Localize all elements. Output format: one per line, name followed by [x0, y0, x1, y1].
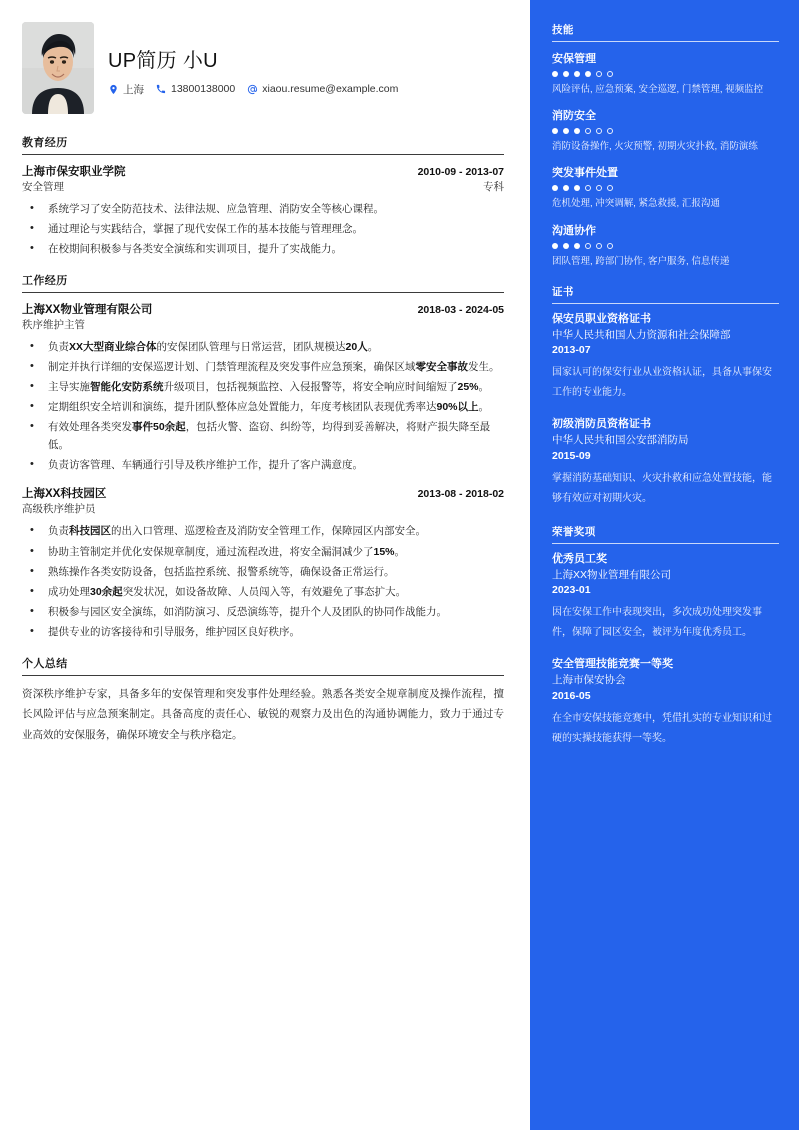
bullet-item: • 积极参与园区安全演练，如消防演习、反恐演练等，提升个人及团队的协同作战能力。: [22, 603, 504, 621]
skill-level-dots: [552, 71, 779, 77]
bullet-item: • 有效处理各类突发事件50余起，包括火警、盗窃、纠纷等，均得到妥善解决，将财产损失降至最低。: [22, 418, 504, 454]
credential-issuer: 上海市保安协会: [552, 674, 626, 686]
work-date: 2018-03 - 2024-05: [417, 304, 504, 317]
bullet-item: • 负责XX大型商业综合体的安保团队管理与日常运营，团队规模达20人。: [22, 338, 504, 356]
contact-location-value: 上海: [123, 83, 144, 96]
section-education: [22, 134, 504, 258]
credential-description: 在全市安保技能竞赛中，凭借扎实的专业知识和过硬的实操技能获得一等奖。: [552, 712, 772, 744]
dot-empty: [585, 185, 591, 191]
location-pin-icon: [108, 84, 119, 95]
certificate-list: [552, 312, 779, 509]
work-bullet-list: [22, 522, 504, 640]
dot-filled: [563, 71, 569, 77]
skill-item: [552, 50, 779, 97]
credential-date: 2023-01: [552, 584, 591, 597]
dot-filled: [563, 185, 569, 191]
skill-item: [552, 164, 779, 211]
page-title: UP简历 小U: [108, 49, 218, 72]
education-major: 安全管理: [22, 181, 64, 193]
credential-name: 保安员职业资格证书: [552, 312, 651, 325]
section-summary: [22, 655, 504, 745]
contact-email: [247, 83, 398, 95]
dot-empty: [607, 243, 613, 249]
credential-item: [552, 312, 779, 403]
credential-item: [552, 417, 779, 508]
sidebar-section-skills: [552, 22, 779, 269]
contact-phone: [156, 83, 235, 95]
dot-empty: [607, 185, 613, 191]
bullet-item: • 通过理论与实践结合，掌握了现代安保工作的基本技能与管理理念。: [22, 220, 504, 238]
sidebar-section-certificates: [552, 284, 779, 509]
contact-list: [108, 82, 404, 97]
skill-item: [552, 107, 779, 154]
work-entry: [22, 485, 504, 640]
education-school: 上海市保安职业学院: [22, 166, 126, 178]
education-entry: [22, 163, 504, 258]
section-title-education: 教育经历: [22, 134, 504, 155]
skill-keywords: 风险评估, 应急预案, 安全巡逻, 门禁管理, 视频监控: [552, 84, 764, 95]
bullet-item: • 系统学习了安全防范技术、法律法规、应急管理、消防安全等核心课程。: [22, 200, 504, 218]
skill-name: 消防安全: [552, 110, 596, 123]
summary-text: 资深秩序维护专家，具备多年的安保管理和突发事件处理经验。熟悉各类安全规章制度及操作流程，擅长风险评估与应急预案制定。具备高度的责任心、敏锐的观察力及出色的沟通协调能力，致力于通过专业高效的安保服务，确保环境安全与秩序稳定。: [22, 687, 504, 741]
work-position: 高级秩序维护员: [22, 503, 96, 516]
bullet-item: • 协助主管制定并优化安保规章制度，通过流程改进，将安全漏洞减少了15%。: [22, 543, 504, 561]
sidebar-title-skills: 技能: [552, 22, 779, 42]
dot-filled: [585, 71, 591, 77]
education-bullet-list: [22, 200, 504, 258]
work-bullet-list: [22, 338, 504, 474]
sidebar-title-honors: 荣誉奖项: [552, 524, 779, 544]
sidebar-section-honors: [552, 524, 779, 749]
credential-date: 2015-09: [552, 449, 591, 462]
bullet-item: • 制定并执行详细的安保巡逻计划、门禁管理流程及突发事件应急预案，确保区域零安全事故发生。: [22, 358, 504, 376]
section-work: [22, 272, 504, 641]
dot-empty: [585, 243, 591, 249]
bullet-item: • 在校期间积极参与各类安全演练和实训项目，提升了实战能力。: [22, 240, 504, 258]
bullet-item: • 负责科技园区的出入口管理、巡逻检查及消防安全管理工作，保障园区内部安全。: [22, 522, 504, 540]
credential-name: 优秀员工奖: [552, 552, 607, 565]
credential-item: [552, 657, 779, 748]
dot-filled: [563, 128, 569, 134]
skill-level-dots: [552, 243, 779, 249]
dot-empty: [596, 185, 602, 191]
work-company: 上海XX科技园区: [22, 488, 107, 501]
skill-keywords: 团队管理, 跨部门协作, 客户服务, 信息传递: [552, 255, 730, 267]
contact-phone-value: 13800138000: [171, 83, 236, 95]
skill-name: 突发事件处置: [552, 167, 618, 180]
dot-filled: [574, 71, 580, 77]
education-date: 2010-09 - 2013-07: [417, 166, 504, 178]
dot-filled: [552, 71, 558, 77]
dot-empty: [596, 128, 602, 134]
work-company: 上海XX物业管理有限公司: [22, 304, 153, 317]
resume-header: [22, 22, 504, 114]
credential-issuer: 上海XX物业管理有限公司: [552, 568, 672, 581]
phone-icon: [156, 84, 167, 95]
contact-email-value: xiaou.resume@example.com: [262, 83, 399, 95]
dot-empty: [585, 128, 591, 134]
dot-filled: [563, 243, 569, 249]
section-title-work: 工作经历: [22, 272, 504, 293]
skill-name: 沟通协作: [552, 224, 596, 237]
education-degree: 专科: [483, 181, 504, 193]
credential-issuer: 中华人民共和国人力资源和社会保障部: [552, 328, 731, 341]
credential-date: 2013-07: [552, 344, 591, 357]
credential-description: 掌握消防基础知识、火灾扑救和应急处置技能，能够有效应对初期火灾。: [552, 472, 772, 504]
skill-level-dots: [552, 185, 779, 191]
sidebar-title-certificates: 证书: [552, 284, 779, 304]
credential-item: [552, 552, 779, 643]
dot-filled: [552, 185, 558, 191]
bullet-item: • 负责访客管理、车辆通行引导及秩序维护工作，提升了客户满意度。: [22, 456, 504, 474]
dot-filled: [574, 128, 580, 134]
dot-filled: [552, 243, 558, 249]
identity-block: [108, 40, 404, 97]
skill-list: [552, 50, 779, 269]
credential-issuer: 中华人民共和国公安部消防局: [552, 434, 689, 447]
credential-name: 初级消防员资格证书: [552, 418, 651, 431]
dot-filled: [574, 185, 580, 191]
work-position: 秩序维护主管: [22, 319, 85, 332]
credential-name: 安全管理技能竞赛一等奖: [552, 658, 673, 671]
honor-list: [552, 552, 779, 749]
skill-level-dots: [552, 128, 779, 134]
work-entry: [22, 301, 504, 474]
credential-description: 国家认可的保安行业从业资格认证，具备从事保安工作的专业能力。: [552, 367, 772, 399]
section-title-summary: 个人总结: [22, 655, 504, 676]
bullet-item: • 定期组织安全培训和演练，提升团队整体应急处置能力，年度考核团队表现优秀率达90%以上。: [22, 398, 504, 416]
email-at-icon: [247, 84, 258, 95]
portrait-photo: [22, 22, 94, 114]
resume-sidebar: [530, 0, 799, 1130]
skill-keywords: 危机处理, 冲突调解, 紧急救援, 汇报沟通: [552, 198, 720, 210]
skill-item: [552, 222, 779, 269]
dot-empty: [607, 128, 613, 134]
work-date: 2013-08 - 2018-02: [417, 488, 504, 501]
bullet-item: • 熟练操作各类安防设备，包括监控系统、报警系统等，确保设备正常运行。: [22, 563, 504, 581]
dot-filled: [552, 128, 558, 134]
credential-description: 因在安保工作中表现突出，多次成功处理突发事件，保障了园区安全，被评为年度优秀员工。: [552, 607, 762, 639]
dot-empty: [596, 71, 602, 77]
skill-keywords: 消防设备操作, 火灾预警, 初期火灾扑救, 消防演练: [552, 141, 758, 153]
bullet-item: • 主导实施智能化安防系统升级项目，包括视频监控、入侵报警等，将安全响应时间缩短了25%。: [22, 378, 504, 396]
credential-date: 2016-05: [552, 689, 591, 702]
skill-name: 安保管理: [552, 53, 596, 65]
dot-filled: [574, 243, 580, 249]
bullet-item: • 提供专业的访客接待和引导服务，维护园区良好秩序。: [22, 623, 504, 641]
contact-location: [108, 82, 144, 97]
dot-empty: [596, 243, 602, 249]
bullet-item: • 成功处理30余起突发状况，如设备故障、人员闯入等，有效避免了事态扩大。: [22, 583, 504, 601]
dot-empty: [607, 71, 613, 77]
